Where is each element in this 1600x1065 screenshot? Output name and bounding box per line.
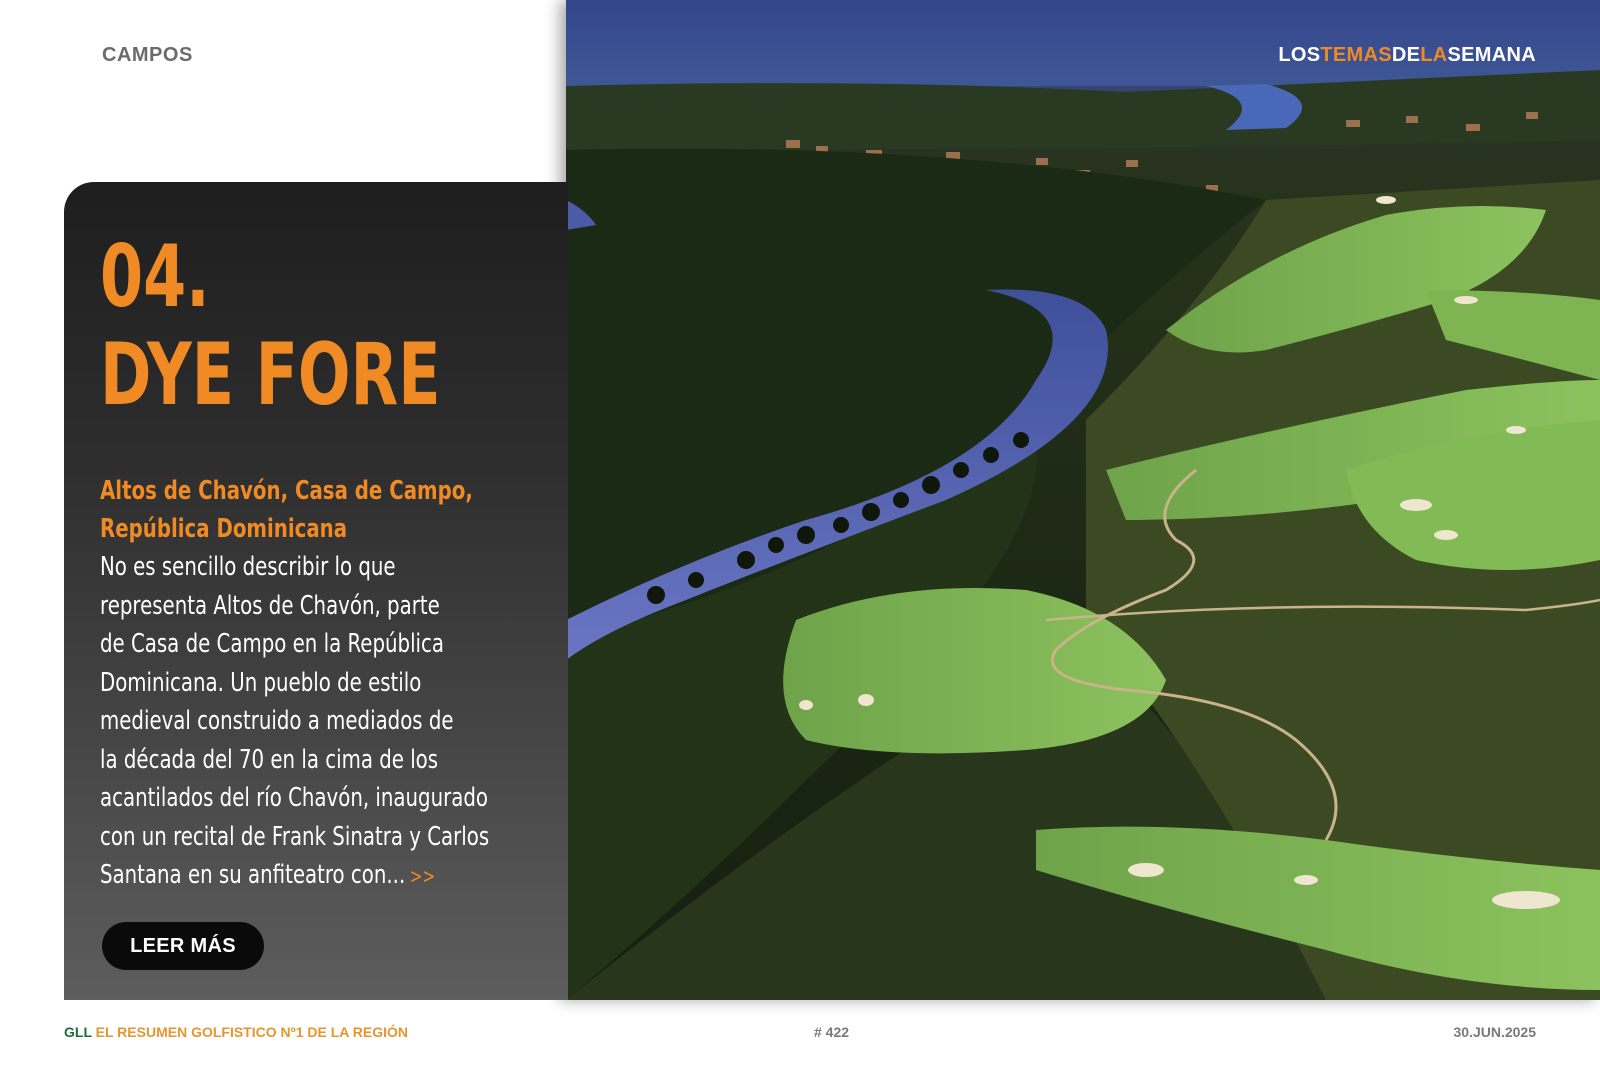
article-location bbox=[100, 472, 526, 548]
excerpt-line: Santana en su anfiteatro con... bbox=[100, 860, 406, 890]
excerpt-line: Dominicana. Un pueblo de estilo bbox=[100, 667, 422, 698]
excerpt-line: de Casa de Campo en la República bbox=[100, 629, 445, 659]
location-line-1: Altos de Chavón, Casa de Campo, bbox=[100, 476, 473, 506]
location-line-2: República Dominicana bbox=[100, 514, 348, 544]
weekly-topics-kicker bbox=[1278, 44, 1536, 67]
issue-number: # 422 bbox=[814, 1024, 850, 1040]
kicker-part-4: LA bbox=[1420, 44, 1448, 66]
read-more-button[interactable]: LEER MÁS bbox=[102, 922, 264, 970]
excerpt-last-line bbox=[100, 856, 526, 896]
excerpt-line: con un recital de Frank Sinatra y Carlos bbox=[100, 821, 490, 852]
kicker-part-5: SEMANA bbox=[1447, 44, 1536, 66]
article-card bbox=[64, 182, 568, 1000]
brand-logo-text: GLL bbox=[64, 1024, 92, 1040]
section-label: CAMPOS bbox=[102, 44, 193, 66]
footer-brand bbox=[64, 1024, 408, 1040]
hero-photo bbox=[566, 0, 1600, 1000]
excerpt-line: representa Altos de Chavón, parte bbox=[100, 590, 440, 621]
article-excerpt bbox=[100, 548, 526, 896]
article-title: DYE FORE bbox=[100, 325, 441, 425]
brand-tagline: EL RESUMEN GOLFISTICO Nº1 DE LA REGIÓN bbox=[95, 1024, 409, 1040]
excerpt-line: No es sencillo describir lo que bbox=[100, 552, 396, 582]
excerpt-line: la década del 70 en la cima de los bbox=[100, 744, 439, 775]
excerpt-line: medieval construido a mediados de bbox=[100, 706, 454, 736]
continue-arrow-icon[interactable]: >> bbox=[409, 864, 436, 888]
issue-date: 30.JUN.2025 bbox=[1453, 1024, 1536, 1040]
kicker-part-1: LOS bbox=[1278, 44, 1321, 66]
aerial-landscape-illustration bbox=[566, 0, 1600, 1000]
kicker-part-3: DE bbox=[1391, 44, 1421, 66]
excerpt-line: acantilados del río Chavón, inaugurado bbox=[100, 783, 488, 813]
article-number: 04. bbox=[100, 227, 210, 327]
kicker-part-2: TEMAS bbox=[1320, 44, 1392, 66]
